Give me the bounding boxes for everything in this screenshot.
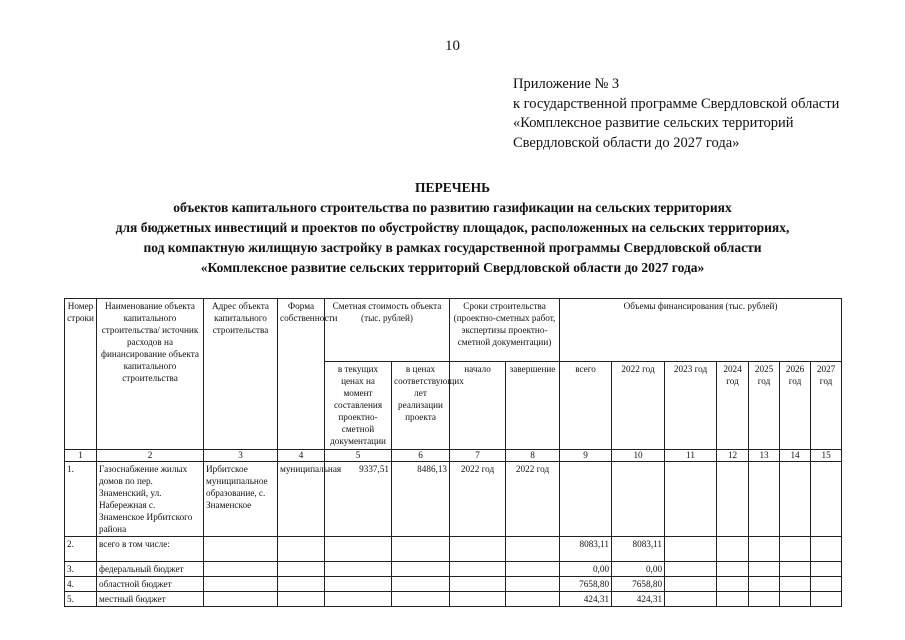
objects-table xyxy=(64,298,842,607)
end-year: 2022 год xyxy=(506,462,560,537)
page-number: 10 xyxy=(445,38,460,54)
title-line: объектов капитального строительства по развитию газификации на сельских территориях xyxy=(173,200,732,215)
table-row xyxy=(65,577,842,592)
ownership-form: муниципальная xyxy=(278,462,325,537)
row-number: 2. xyxy=(65,537,97,562)
funding-total: 7658,80 xyxy=(560,577,612,592)
appendix-line: к государственной программе Свердловской области xyxy=(513,95,840,112)
column-number: 13 xyxy=(749,450,780,462)
cost-current: 9337,51 xyxy=(325,462,392,537)
header-cell: Объемы финансирования (тыс. рублей) xyxy=(560,299,842,362)
funding-2022 xyxy=(612,462,665,537)
header-row xyxy=(65,299,842,362)
column-number: 12 xyxy=(717,450,749,462)
funding-2022: 8083,11 xyxy=(612,537,665,562)
row-number: 3. xyxy=(65,562,97,577)
funding-total: 0,00 xyxy=(560,562,612,577)
column-number: 10 xyxy=(612,450,665,462)
header-cell: Форма собственности xyxy=(278,299,325,450)
funding-2022: 424,31 xyxy=(612,592,665,607)
header-cell: начало xyxy=(450,362,506,450)
funding-2022: 7658,80 xyxy=(612,577,665,592)
header-cell: всего xyxy=(560,362,612,450)
funding-total: 8083,11 xyxy=(560,537,612,562)
funding-2022: 0,00 xyxy=(612,562,665,577)
header-cell: в текущих ценах на момент составления проектно-сметной документации xyxy=(325,362,392,450)
column-number: 3 xyxy=(204,450,278,462)
table-row xyxy=(65,462,842,537)
table-row xyxy=(65,562,842,577)
header-cell: в ценах соответствующих лет реализации проекта xyxy=(392,362,450,450)
header-cell: Сметная стоимость объекта (тыс. рублей) xyxy=(325,299,450,362)
column-number: 5 xyxy=(325,450,392,462)
column-number: 15 xyxy=(811,450,842,462)
appendix-line: Приложение № 3 xyxy=(513,76,620,92)
appendix-line: «Комплексное развитие сельских территорий xyxy=(513,115,794,131)
header-cell: 2027 год xyxy=(811,362,842,450)
object-name: Газоснабжение жилых домов по пер. Знаменский, ул. Набережная с. Знаменское Ирбитского района xyxy=(97,462,204,537)
appendix-block xyxy=(513,75,839,153)
table-row xyxy=(65,592,842,607)
row-number: 4. xyxy=(65,577,97,592)
row-number: 1. xyxy=(65,462,97,537)
cost-realization: 8486,13 xyxy=(392,462,450,537)
row-number: 5. xyxy=(65,592,97,607)
column-number: 1 xyxy=(65,450,97,462)
title-heading: ПЕРЕЧЕНЬ xyxy=(414,180,491,195)
column-number: 4 xyxy=(278,450,325,462)
funding-total xyxy=(560,462,612,537)
title-line: под компактную жилищную застройку в рамках государственной программы Свердловской области xyxy=(143,240,762,255)
header-cell: Номер строки xyxy=(65,299,97,450)
title-line: «Комплексное развитие сельских территорий Свердловской области до 2027 года» xyxy=(200,260,705,275)
header-cell: 2026 год xyxy=(780,362,811,450)
document-title xyxy=(0,178,905,278)
title-line: для бюджетных инвестиций и проектов по обустройству площадок, расположенных на сельских территориях, xyxy=(115,220,790,235)
column-number: 14 xyxy=(780,450,811,462)
header-cell: Сроки строительства (проектно-сметных работ, экспертизы проектно-сметной документации) xyxy=(450,299,560,362)
column-number: 11 xyxy=(665,450,717,462)
column-number: 9 xyxy=(560,450,612,462)
column-number: 7 xyxy=(450,450,506,462)
appendix-line: Свердловской области до 2027 года» xyxy=(513,134,740,151)
column-number: 2 xyxy=(97,450,204,462)
funding-total: 424,31 xyxy=(560,592,612,607)
header-cell: 2022 год xyxy=(612,362,665,450)
object-name: местный бюджет xyxy=(97,592,204,607)
column-number: 6 xyxy=(392,450,450,462)
header-cell: 2025 год xyxy=(749,362,780,450)
header-cell: Наименование объекта капитального строительства/ источник расходов на финансирование объекта капитального строительства xyxy=(97,299,204,450)
object-name: федеральный бюджет xyxy=(97,562,204,577)
object-name: областной бюджет xyxy=(97,577,204,592)
header-cell: Адрес объекта капитального строительства xyxy=(204,299,278,450)
column-number-row xyxy=(65,450,842,462)
header-cell: 2023 год xyxy=(665,362,717,450)
object-address: Ирбитское муниципальное образование, с. Знаменское xyxy=(204,462,278,537)
column-number: 8 xyxy=(506,450,560,462)
header-cell: 2024 год xyxy=(717,362,749,450)
start-year: 2022 год xyxy=(450,462,506,537)
object-name: всего в том числе: xyxy=(97,537,204,562)
table-row xyxy=(65,537,842,562)
header-cell: завершение xyxy=(506,362,560,450)
